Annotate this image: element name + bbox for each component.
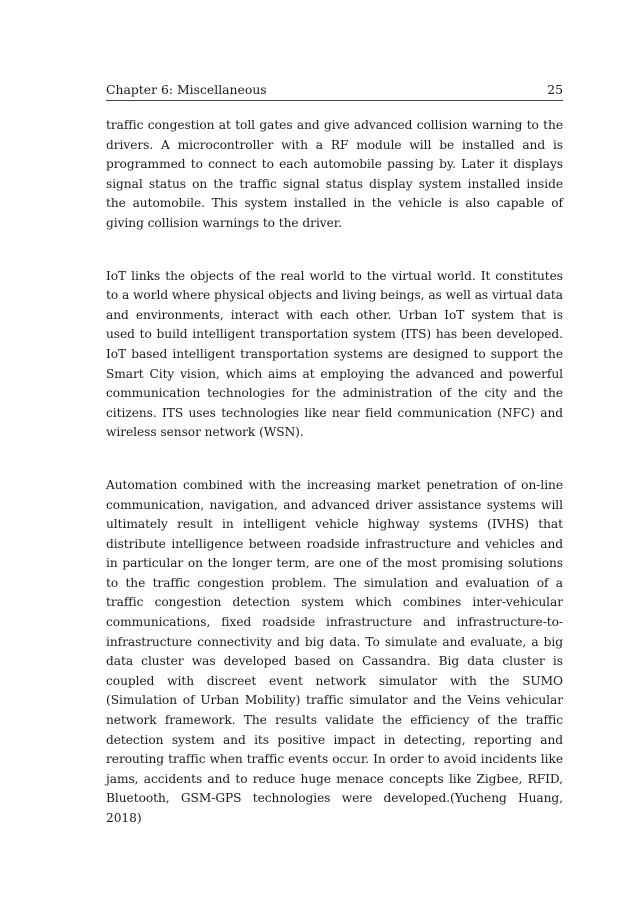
paragraph-ivhs-automation: Automation combined with the increasing market penetration of on-line communication, navigation, and advanced driver assistance systems will ultimately result in intelligent vehicle highway systems (IVHS) that distribute intelligence between roadside infrastructure and vehicles and in particular on the longer term, are one of the most promising solutions to the traffic congestion problem. The simulation and evaluation of a traffic congestion detection system which combines inter-vehicular communications, fixed roadside infrastructure and infrastructure-to-infrastructure connectivity and big data. To simulate and evaluate, a big data cluster was developed based on Cassandra. Big data cluster is coupled with discreet event network simulator with the SUMO (Simulation of Urban Mobility) traffic simulator and the Veins vehicular network framework. The results validate the efficiency of the traffic detection system and its positive impact in detecting, reporting and rerouting traffic when traffic events occur. In order to avoid incidents like jams, accidents and to reduce huge menace concepts like Zigbee, RFID, Bluetooth, GSM-GPS technologies were developed.(Yucheng Huang, 2018): [106, 477, 563, 825]
running-header: [106, 82, 563, 98]
header-rule: [106, 100, 563, 101]
paragraph-iot-its: IoT links the objects of the real world to the virtual world. It constitutes to a world where physical objects and living beings, as well as virtual data and environments, interact with each other. Urban IoT system that is used to build intelligent transportation system (ITS) has been developed. IoT based intelligent transportation systems are designed to support the Smart City vision, which aims at employing the advanced and powerful communication technologies for the administration of the city and the citizens. ITS uses technologies like near field communication (NFC) and wireless sensor network (WSN).: [106, 268, 563, 440]
page-number: 25: [547, 82, 563, 97]
body-text: [106, 116, 563, 829]
chapter-title: Chapter 6: Miscellaneous: [106, 82, 267, 97]
paragraph-toll-gate-warning: traffic congestion at toll gates and give advanced collision warning to the drivers. A microcontroller with a RF module will be installed and is programmed to connect to each automobile passing by. Later it displays signal status on the traffic signal status display system installed inside the automobile. This system installed in the vehicle is also capable of giving collision warnings to the driver.: [106, 118, 563, 230]
